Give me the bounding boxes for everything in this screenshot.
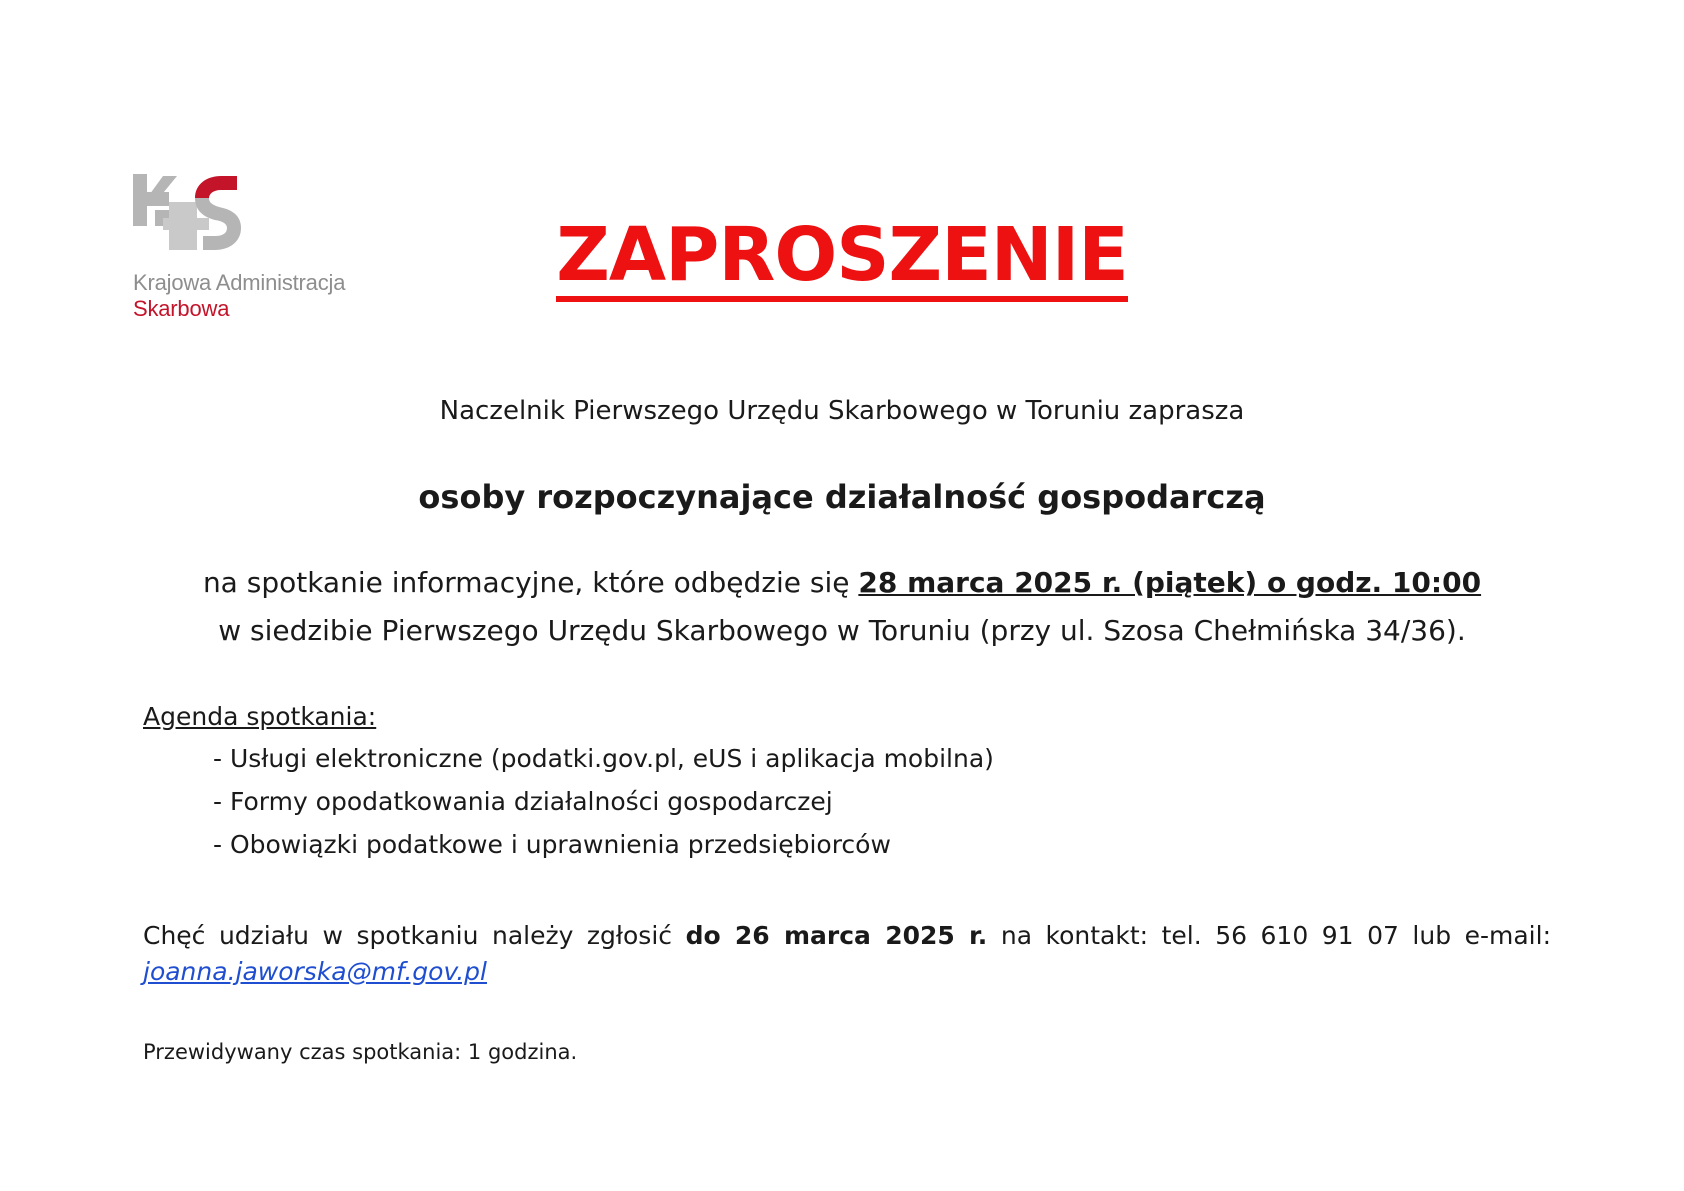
meeting-datetime: 28 marca 2025 r. (piątek) o godz. 10:00	[858, 566, 1482, 599]
contact-email-link[interactable]: joanna.jaworska@mf.gov.pl	[143, 957, 487, 986]
agenda-item: - Usługi elektroniczne (podatki.gov.pl, eUS i aplikacja mobilna)	[213, 744, 994, 773]
audience-heading: osoby rozpoczynające działalność gospodarczą	[418, 478, 1266, 516]
meeting-date-line	[0, 566, 1684, 599]
contact-prefix: Chęć udziału w spotkaniu należy zgłosić	[143, 921, 673, 950]
logo-text-line1: Krajowa Administracja	[133, 270, 346, 295]
meeting-location: w siedzibie Pierwszego Urzędu Skarbowego w Toruniu (przy ul. Szosa Chełmińska 34/36).	[218, 614, 1466, 647]
contact-suffix: na kontakt: tel. 56 610 91 07 lub e-mail:	[1000, 921, 1551, 950]
agenda-item: - Obowiązki podatkowe i uprawnienia przedsiębiorców	[213, 830, 891, 859]
logo-text-line2: Skarbowa	[133, 296, 230, 321]
agenda-title: Agenda spotkania:	[143, 702, 377, 731]
contact-deadline: do 26 marca 2025 r.	[685, 921, 988, 950]
invitation-title	[0, 212, 1684, 302]
invitation-title-text: ZAPROSZENIE	[556, 218, 1128, 302]
agenda-item: - Formy opodatkowania działalności gospodarczej	[213, 787, 833, 816]
contact-paragraph	[143, 914, 1551, 957]
meeting-duration: Przewidywany czas spotkania: 1 godzina.	[143, 1040, 578, 1064]
intro-text: Naczelnik Pierwszego Urzędu Skarbowego w Toruniu zaprasza	[439, 396, 1245, 426]
meeting-date-prefix: na spotkanie informacyjne, które odbędzie się	[202, 566, 850, 599]
agenda-list	[213, 744, 994, 873]
